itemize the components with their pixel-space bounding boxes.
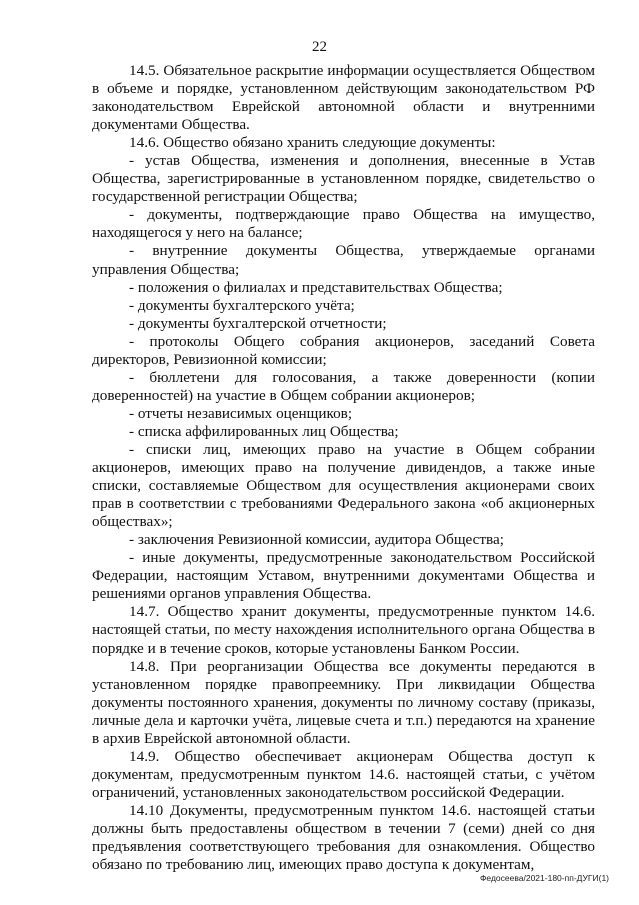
paragraph-14-6: 14.6. Общество обязано хранить следующие документы: <box>129 134 496 152</box>
footer-document-code: Федосеева/2021-180-пп-ДУГИ(1) <box>479 873 609 883</box>
list-item: - списки лиц, имеющих право на участие в Общем собрании акционеров, имеющих право на получение дивидендов, а также иные списки, составляемые Обществом для осуществления акционерами своих прав в соответствии с требованиями Федерального закона «об акционерных обществах»; <box>92 440 595 531</box>
paragraph-14-8: 14.8. При реорганизации Общества все документы передаются в установленном порядке правопреемнику. При ликвидации Общества документы постоянного хранения, документы по личному составу (приказы, личные дела и карточки учёта, лицевые счета и т.п.) передаются на хранение в архив Еврейской автономной области. <box>92 657 595 747</box>
list-item: - положения о филиалах и представительствах Общества; <box>129 278 503 296</box>
list-item: - устав Общества, изменения и дополнения, внесенные в Устав Общества, зарегистрированные в установленном порядке, свидетельство о государственной регистрации Общества; <box>92 152 595 206</box>
list-item: - списка аффилированных лиц Общества; <box>129 422 399 440</box>
list-item: - внутренние документы Общества, утверждаемые органами управления Общества; <box>92 242 595 278</box>
list-item: - протоколы Общего собрания акционеров, заседаний Совета директоров, Ревизионной комиссии; <box>92 332 595 368</box>
list-item: - документы бухгалтерской отчетности; <box>129 314 387 332</box>
paragraph-14-10: 14.10 Документы, предусмотренным пунктом 14.6. настоящей статьи должны быть предоставлены обществом в течении 7 (семи) дней со дня предъявления соответствующего требования для ознакомления. Общество обязано по требованию лиц, имеющих право доступа к документам, <box>92 801 595 874</box>
paragraph-14-5: 14.5. Обязательное раскрытие информации осуществляется Обществом в объеме и порядке, установленном действующим законодательством РФ законодательством Еврейской автономной области и внутренними документами Общества. <box>92 62 595 134</box>
page-number: 22 <box>312 39 327 55</box>
list-item: - бюллетени для голосования, а также доверенности (копии доверенностей) на участие в Общем собрании акционеров; <box>92 368 595 404</box>
document-body <box>92 62 595 874</box>
list-item: - заключения Ревизионной комиссии, аудитора Общества; <box>129 531 504 549</box>
paragraph-14-7: 14.7. Общество хранит документы, предусмотренные пунктом 14.6. настоящей статьи, по месту нахождения исполнительного органа Общества в порядке и в течение сроков, которые установлены Банком России. <box>92 603 595 657</box>
list-item: - документы, подтверждающие право Общества на имущество, находящегося у него на балансе; <box>92 206 595 242</box>
list-item: - отчеты независимых оценщиков; <box>129 404 353 422</box>
list-item: - документы бухгалтерского учёта; <box>129 296 355 314</box>
list-item: - иные документы, предусмотренные законодательством Российской Федерации, настоящим Уставом, внутренними документами Общества и решениями органов управления Общества. <box>92 549 595 603</box>
paragraph-14-9: 14.9. Общество обеспечивает акционерам Общества доступ к документам, предусмотренным пунктом 14.6. настоящей статьи, с учётом ограничений, установленных законодательством российской Федерации. <box>92 747 595 801</box>
